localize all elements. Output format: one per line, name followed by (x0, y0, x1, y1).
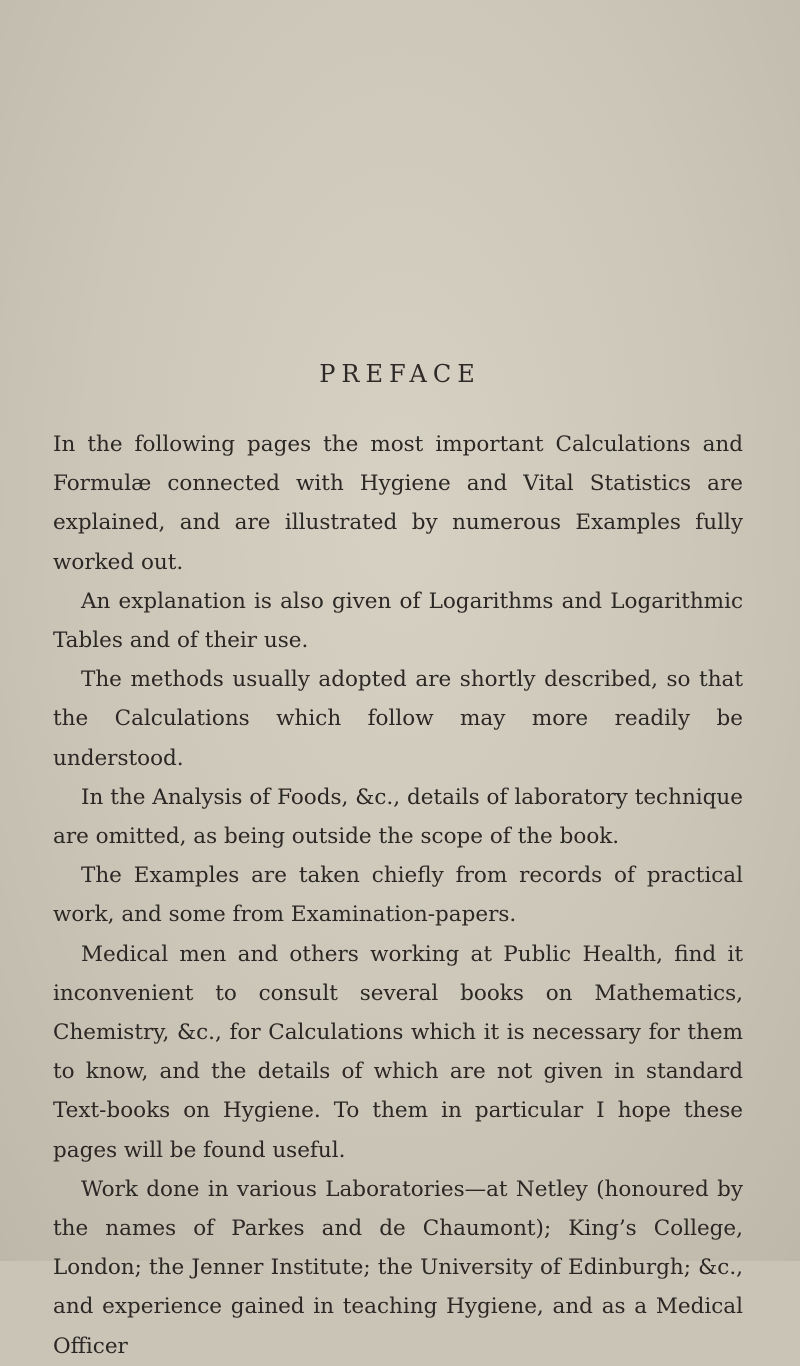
paragraph-1: In the following pages the most important Calculations and Formulæ connected with Hygiene and Vital Statistics are explained, and are illustrated by numerous Examples fully worked out. (53, 432, 743, 575)
preface-body (53, 425, 743, 1366)
paragraph-2: An explanation is also given of Logarithms and Logarithmic Tables and of their use. (53, 588, 743, 654)
paragraph-6: Medical men and others working at Public Health, find it inconvenient to consult several books on Mathematics, Chemistry, &c., for Calculations which it is necessary for them to know, and the details of which are not given in standard Text-books on Hygiene. To them in particular I hope these pages will be found useful. (53, 941, 743, 1163)
page-title: PREFACE (319, 360, 481, 388)
paragraph-4: In the Analysis of Foods, &c., details of laboratory technique are omitted, as being outside the scope of the book. (53, 784, 743, 850)
paragraph-3: The methods usually adopted are shortly described, so that the Calculations which follow may more readily be understood. (53, 667, 743, 771)
paragraph-5: The Examples are taken chiefly from records of practical work, and some from Examination-papers. (53, 863, 743, 928)
paragraph-7: Work done in various Laboratories—at Netley (honoured by the names of Parkes and de Chaumont); King’s College, London; the Jenner Institute; the University of Edinburgh; &c., and experience gained in teaching Hygiene, and as a Medical Officer (53, 1176, 743, 1359)
